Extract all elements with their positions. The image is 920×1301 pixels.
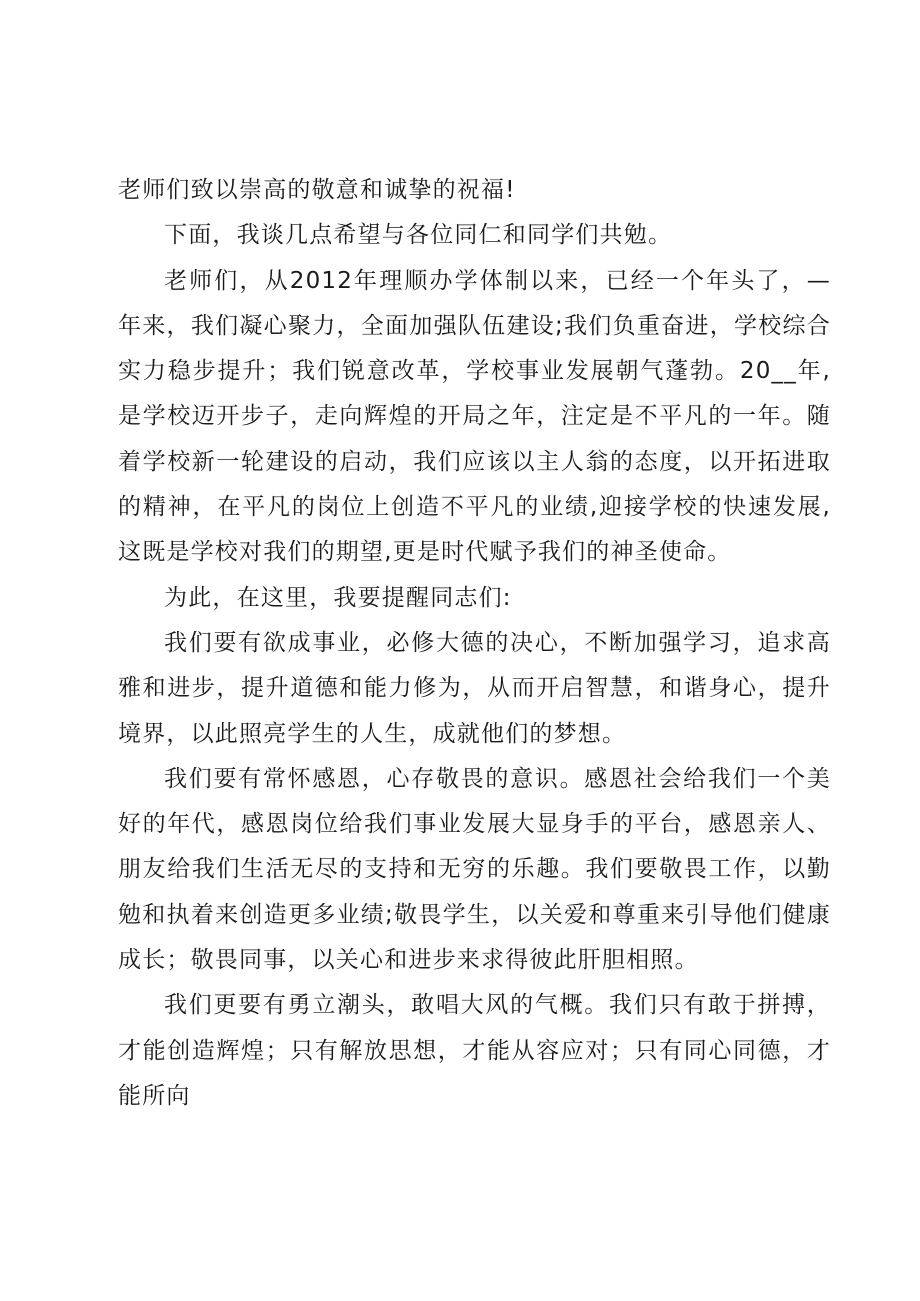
paragraph-virtue: 我们要有欲成事业，必修大德的决心，不断加强学习，追求高雅和进步，提升道德和能力修为，从而开启智慧，和谐身心，提升境界，以此照亮学生的人生，成就他们的梦想。 [118,629,831,747]
paragraph-courage: 我们更要有勇立潮头，敢唱大风的气概。我们只有敢于拼搏，才能创造辉煌；只有解放思想，才能从容应对；只有同心同德，才能所向 [118,992,831,1109]
paragraph-gratitude: 我们要有常怀感恩，心存敬畏的意识。感恩社会给我们一个美好的年代，感恩岗位给我们事业发展大显身手的平台，感恩亲人、朋友给我们生活无尽的支持和无穷的乐趣。我们要敬畏工作，以勤勉和执着来创造更多业绩;敬畏学生，以关爱和尊重来引导他们健康成长；敬畏同事，以关心和进步来求得彼此肝胆相照。 [118,765,831,974]
speech-text [118,168,831,1119]
paragraph-review-year: 老师们，从2012年理顺办学体制以来，已经一个年头了，—年来，我们凝心聚力，全面加强队伍建设;我们负重奋进，学校综合实力稳步提升；我们锐意改革，学校事业发展朝气蓬勃。20__年,是学校迈开步子，走向辉煌的开局之年，注定是不平凡的一年。随着学校新一轮建设的启动，我们应该以主人翁的态度，以开拓进取的精神，在平凡的岗位上创造不平凡的业绩,迎接学校的快速发展,这既是学校对我们的期望,更是时代赋予我们的神圣使命。 [118,267,831,566]
paragraph-reminder: 为此，在这里，我要提醒同志们: [164,584,512,611]
paragraph-hopes-intro: 下面，我谈几点希望与各位同仁和同学们共勉。 [164,222,673,249]
paragraph-greeting-end: 老师们致以崇高的敬意和诚挚的祝福! [118,177,516,203]
